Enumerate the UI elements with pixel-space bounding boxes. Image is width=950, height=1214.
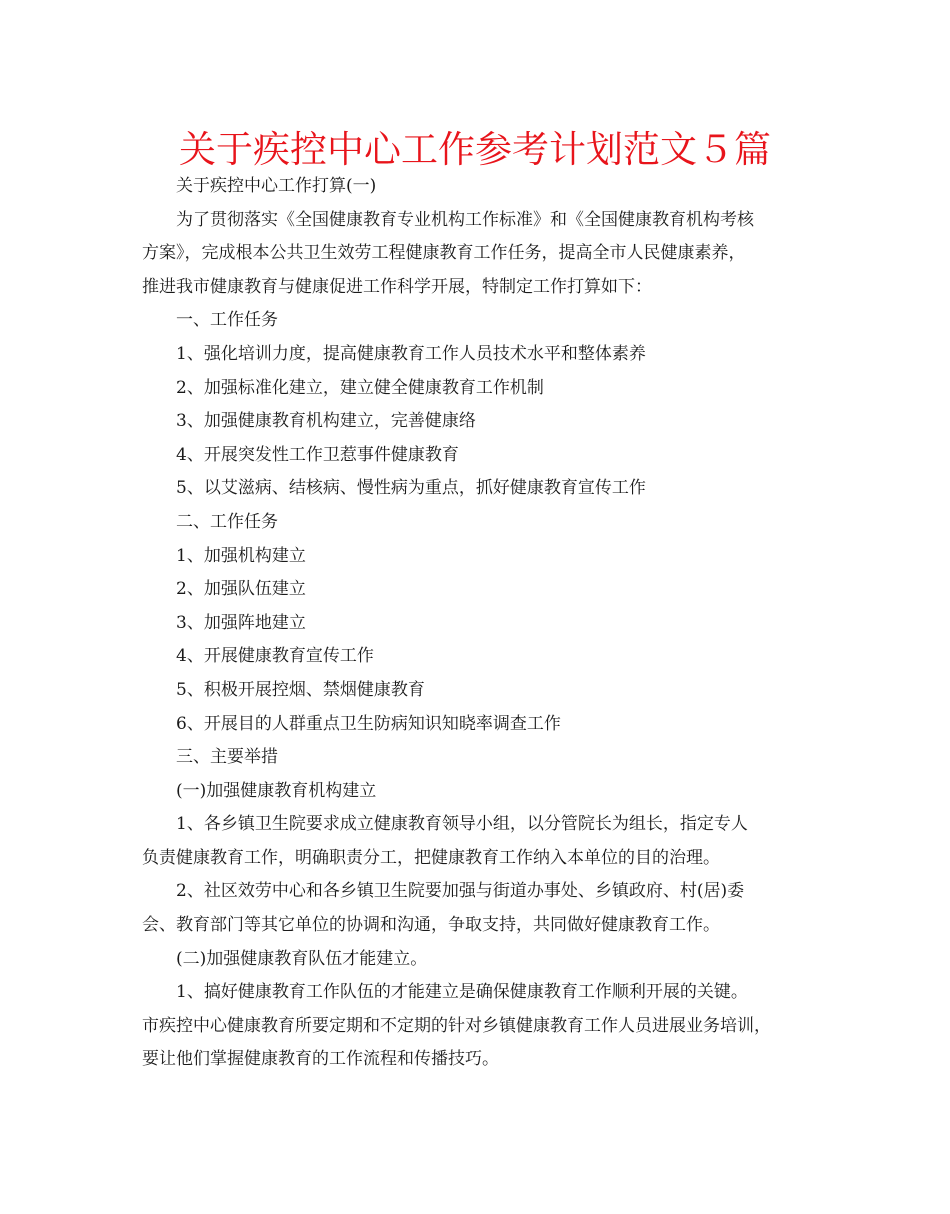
paragraph-line: 1、强化培训力度，提高健康教育工作人员技术水平和整体素养 <box>176 343 646 364</box>
paragraph <box>142 540 822 574</box>
paragraph-line: 三、主要举措 <box>176 747 278 768</box>
paragraph-line: 4、开展突发性工作卫惹事件健康教育 <box>176 444 459 465</box>
paragraph-line: 关于疾控中心工作打算(一) <box>176 176 377 196</box>
paragraph <box>142 304 822 338</box>
paragraph-line: 3、加强健康教育机构建立，完善健康络 <box>176 411 476 432</box>
paragraph <box>142 472 822 506</box>
paragraph <box>142 943 822 977</box>
paragraph <box>142 808 822 875</box>
paragraph-line: 要让他们掌握健康教育的工作流程和传播技巧。 <box>142 1049 499 1070</box>
paragraph <box>142 573 822 607</box>
paragraph-line: 1、加强机构建立 <box>176 545 306 566</box>
paragraph-line: 二、工作任务 <box>176 511 278 532</box>
document-body <box>142 170 822 1077</box>
paragraph-line: 市疾控中心健康教育所要定期和不定期的针对乡镇健康教育工作人员进展业务培训， <box>142 1015 771 1036</box>
paragraph-line: 5、以艾滋病、结核病、慢性病为重点，抓好健康教育宣传工作 <box>176 478 646 499</box>
document-title: 关于疾控中心工作参考计划范文５篇 <box>179 128 771 171</box>
paragraph-line: 1、各乡镇卫生院要求成立健康教育领导小组，以分管院长为组长，指定专人 <box>176 814 748 835</box>
paragraph-line: 会、教育部门等其它单位的协调和沟通，争取支持，共同做好健康教育工作。 <box>142 915 720 936</box>
paragraph <box>142 640 822 674</box>
paragraph <box>142 506 822 540</box>
paragraph <box>142 372 822 406</box>
paragraph-line: 3、加强阵地建立 <box>176 612 306 633</box>
paragraph <box>142 775 822 809</box>
paragraph <box>142 607 822 641</box>
paragraph-line: 5、积极开展控烟、禁烟健康教育 <box>176 679 425 700</box>
paragraph-line: 负责健康教育工作，明确职责分工，把健康教育工作纳入本单位的目的治理。 <box>142 847 720 868</box>
paragraph <box>142 170 822 204</box>
paragraph-line: 方案》，完成根本公共卫生效劳工程健康教育工作任务，提高全市人民健康素养， <box>142 243 746 264</box>
paragraph-line: 6、开展目的人群重点卫生防病知识知晓率调查工作 <box>176 713 561 734</box>
paragraph <box>142 976 822 1077</box>
paragraph <box>142 439 822 473</box>
paragraph-line: 2、加强队伍建立 <box>176 579 306 600</box>
paragraph-line: 4、开展健康教育宣传工作 <box>176 646 374 667</box>
paragraph <box>142 204 822 305</box>
paragraph <box>142 708 822 742</box>
paragraph-line: 一、工作任务 <box>176 310 278 331</box>
paragraph-line: 1、搞好健康教育工作队伍的才能建立是确保健康教育工作顺利开展的关键。 <box>176 982 748 1003</box>
paragraph-line: 推进我市健康教育与健康促进工作科学开展，特制定工作打算如下： <box>142 276 652 297</box>
paragraph <box>142 338 822 372</box>
paragraph-line: (一)加强健康教育机构建立 <box>176 780 377 801</box>
paragraph <box>142 674 822 708</box>
paragraph-line: (二)加强健康教育队伍才能建立。 <box>176 948 428 969</box>
paragraph <box>142 875 822 942</box>
paragraph <box>142 741 822 775</box>
paragraph-line: 2、加强标准化建立，建立健全健康教育工作机制 <box>176 377 544 398</box>
paragraph-line: 2、社区效劳中心和各乡镇卫生院要加强与街道办事处、乡镇政府、村(居)委 <box>176 881 745 902</box>
paragraph <box>142 405 822 439</box>
paragraph-line: 为了贯彻落实《全国健康教育专业机构工作标准》和《全国健康教育机构考核 <box>176 209 754 230</box>
